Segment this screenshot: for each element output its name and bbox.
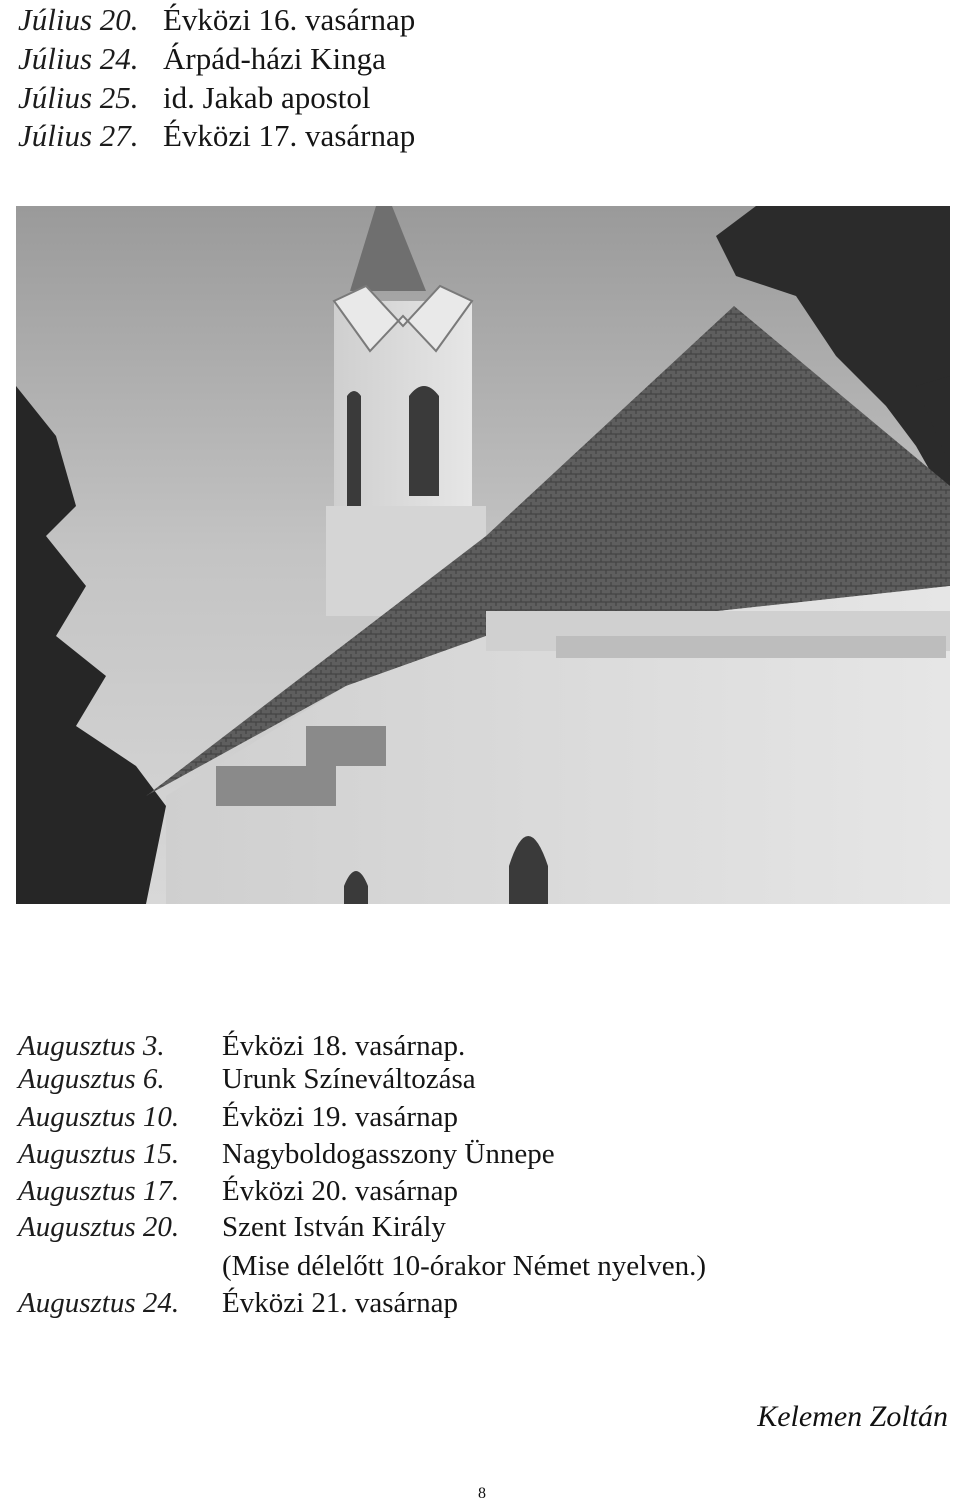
schedule-date: Július 27. [18, 118, 139, 153]
schedule-date: Augusztus 3. [18, 1030, 165, 1062]
schedule-event: Árpád-házi Kinga [163, 41, 386, 76]
schedule-date: Augusztus 17. [18, 1175, 180, 1207]
schedule-event: Nagyboldogasszony Ünnepe [222, 1138, 555, 1170]
schedule-date: Július 24. [18, 41, 139, 76]
schedule-event: Évközi 21. vasárnap [222, 1287, 458, 1319]
schedule-date: Augusztus 20. [18, 1211, 180, 1243]
schedule-note: (Mise délelőtt 10-órakor Német nyelven.) [222, 1250, 706, 1282]
schedule-event: Évközi 20. vasárnap [222, 1175, 458, 1207]
schedule-event: Szent István Király [222, 1211, 446, 1243]
author-signature: Kelemen Zoltán [757, 1400, 948, 1433]
schedule-date: Július 20. [18, 2, 139, 37]
schedule-event: id. Jakab apostol [163, 80, 371, 115]
schedule-date: Augusztus 24. [18, 1287, 180, 1319]
schedule-date: Augusztus 10. [18, 1101, 180, 1133]
schedule-event: Évközi 17. vasárnap [163, 118, 416, 153]
schedule-event: Évközi 19. vasárnap [222, 1101, 458, 1133]
schedule-event: Évközi 18. vasárnap. [222, 1030, 466, 1062]
schedule-date: Augusztus 15. [18, 1138, 180, 1170]
church-photo [16, 206, 950, 904]
schedule-date: Július 25. [18, 80, 139, 115]
schedule-event: Urunk Színeváltozása [222, 1063, 476, 1095]
page-number: 8 [478, 1485, 486, 1502]
schedule-date: Augusztus 6. [18, 1063, 165, 1095]
schedule-event: Évközi 16. vasárnap [163, 2, 416, 37]
